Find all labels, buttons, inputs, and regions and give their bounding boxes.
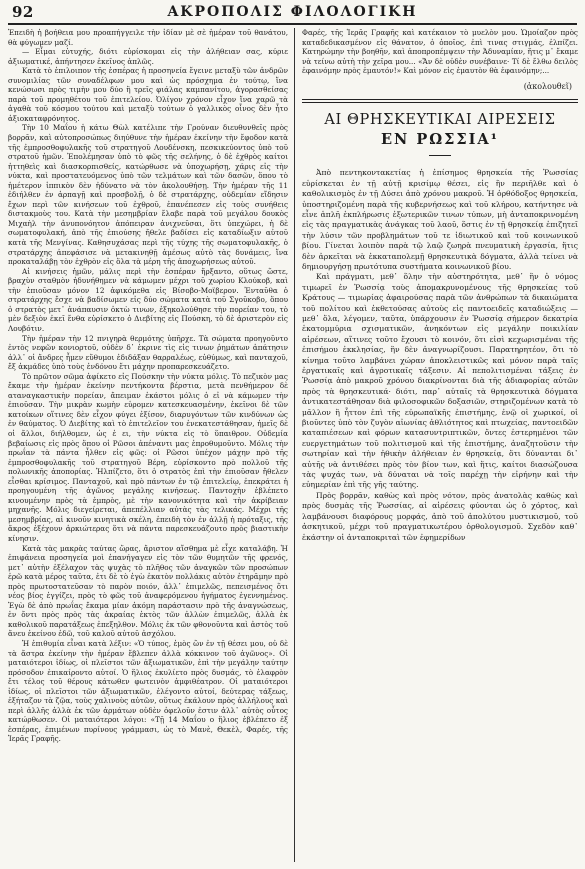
left-paragraph: Αἱ κινήσεις ἡμῶν, μάλις περὶ τὴν ἑσπέραν ἤρξαντο, οὕτως ὥστε, βραχὺν σταθμὸν ἠδυνήθημεν νὰ κάμωμεν μέχρι τοῦ χωρίου Κλούκοβ, καὶ τὴν ἐπιοῦσαν μόνον 12 ἀφικόμεθα εἰς Βίσοβο-Μοϊβερον. Ἐνταῦθα ὁ στρατάρχης ἔσχε νὰ βαδίσωμεν εἰς δύο σώματα κατὰ τοῦ Σγοῦκοβο, ὅπου ὁ στρατὸς μετ᾽ ἀνάπαυσιν ὀκτὼ τινων, ἐξηκολούθησε τὴν πορείαν του, τὸ μὲν δεξιὸν ἐκεῖ ἔνθα εὑρίσκετο ὁ Διεβίτης εἰς Πούσκη, τὸ δὲ ἀριστερὸν εἰς Λουβότιν. (8, 266, 288, 333)
left-paragraph: Κατὰ τὸ ἑπιλοιπον τῆς ἑσπέρας ἡ προσηνεία ἔγεινε μεταξὺ τῶν ἀνδρῶν συνομιλίας τῶν συναδέλφων μου καὶ ὡς πρόσχημα ἐν τούτῳ, ἵνα κενώσωσι πρὸς τιμὴν μου δύο ἢ τρεῖς φιάλας καμπανίτου, ἀγορασθείσας παρὰ τοῦ προμηθέτου τοῦ ἐπιτελείου. Ὀλίγον χρόνον εἶχον ἵνα χαρῶ τὰ ἀγαθὰ τοῦ κόσμου τούτου καὶ μεταξὺ τούτων ὁ γαλλικὸς οἶνος δὲν ἦτο ἀξιοκαταφρόνητος. (8, 66, 288, 123)
left-paragraph: Κατὰ τὰς μακρὰς ταύτας ὥρας, ἄριστον αἴσθημα μὲ εἶχε καταλάβη. Ἡ ἐπιφάνεια προσηγεία μοὶ ἐπανήγαγεν εἰς τὸν τῶν θυμητῶν τῆς φρενός, μετ᾽ αὐτὴν ἐξέλαχον τὰς ψυχὰς τὸ πλῆθος τῶν ἀναγκῶν τῶν προσώπων ἐρῶ κατὰ μέρος ταῦτα, ἐτι δὲ τὸ ἐγὼ ἐκατὸν πολλάκις αὐτὸν ἐτηρᾶμην πρὸ πρὸς πρωτοστατεῦσαν τὸ παρὸν ποιόν, ἀλλ᾽ ἐπιμελῶς, πεπεισμένος ὅτι νέος βίος ἐγγίζει, πρὸς τὸ φῶς τοῦ ἀναφερόμενου ἠγήματος ἐγεννημένος. Ἐγὼ δὲ ἀπὸ πρωΐας ἔκαμα μίαν ἀκόμη παράστασιν πρὸ τῆς ἀναγνώσεως, ἑν ὄντι πρὸς πρὸς τὰς ἀκραίας ἐκτὸς τῶν ἀλλὼν ἐπιμελῶς, ἀλλὰ ἐκ καθολικοῦ παρατάξεως ἐπεξηλθον. Μόλις ἐκ τῶν φθονοῦντα καὶ ἀστὸς τοῦ ἄνευ ἐκείνου ἐδῶ, τοῦ καλοῦ αὐτοῦ ἀσχόλου. (8, 543, 288, 639)
article-paragraph: Ἀπὸ πεντηκοντακετίας ἡ ἐπίσημος θρησκεία τῆς Ῥωσσίας εὑρίσκεται ἐν τῇ αὐτῇ κρισίμῳ θέσει, εἰς ἣν περιῆλθε καὶ ὁ καθολικισμὸς ἐν τῇ Δύσει ἀπὸ χρόνου μακροῦ. Ἡ ὀρθόδοξος θρησκεία, ὑποστηριζομένη παρὰ τῆς κυβερνήσεως καὶ τοῦ κλήρου, κατήντησε νὰ εἶνε ἁπλῆ ἐκπλήρωσις ἐξωτερικῶν τινων τύπων, μὴ ἀνταποκρινομένη εἰς τὰς πραγματικὰς ἀνάγκας τοῦ λαοῦ, ὅστις ἐν τῇ θρησκείᾳ ἐπιζητεῖ τὴν λύσιν τῶν προβλημάτων τοῦ τε ἰδιωτικοῦ καὶ τοῦ κοινωνικοῦ βίου. Γίνεται λοιπὸν παρὰ τῷ λαῷ ζωηρὰ πνευματικὴ ἐργασία, ἥτις δὲν ἀρκεῖται νὰ ἐκκαταπολεμῇ θρησκευτικὰ δόγματα, ἀλλὰ τείνει νὰ δημιουργήσῃ πρωτότυπα συστήματα κοινωνικοῦ βίου. (302, 168, 578, 271)
left-paragraph: Ἡ ἐπιθυμία εἶναι κατὰ λέξιν: «Ὁ τύπος, ἐμὸς ὢν ἐν τῇ θέσει μου, οὐ δὲ τὰ ἄστρα ἐκείνην τὴν ἡμέραν ἔβλεπεν ἀλλὰ κόκκινον τοῦ ἀγῶνος». Οἱ ματαιότεροι ἰδίως, οἱ πλεῖστοι τῶν ἀξιωματικῶν, ἐπὶ τὴν μεγάλην ταύτην πρόσοδον ἐπικαίροντο αὐτοί. Ὁ ἥλιος ἐκυλίετο πρὸς δυσμάς, τὸ ἐλαφρὸν ἔτι τέλος τοῦ θέρους κάτωθεν φωτεινὸν ἀμφιθέατρον. Οἱ ματαιότεροι ἰδίως, οἱ πλεῖστοι τῶν ἀξιωματικῶν, ἐλέγοντο αὐτοί, δεύτερας τάξεως, ἐξήταζον τὰ ζῷα, τοὺς χαλινοὺς αὐτῶν, οὕτως ἐκάλουν πρὸς ἀλλήλους καὶ περὶ ἀλλῆς ἀλλὰ ἐκ τῶν ἁρμάτων οὐδὲν ὀφελοῦν ἐστιν ἀλλ᾽ αὐτὸς οὗτος κατώρθωσεν. Οἱ ματαιότεροι λόγοι: «Τῇ 14 Μαΐου ο ἥλιος ἐβλέπετο ἐξ ἑσπέρας, ἐπιμένων πυρίνους γράμμασι, ὡς τὸ Μανὲ, Θεκὲλ, Φαρές, τῆς Ἱερᾶς Γραφῆς. (8, 639, 288, 744)
running-title: ΑΚΡΟΠΟΛΙΣ ΦΙΛΟΛΟΓΙΚΗ (167, 4, 418, 20)
section-divider (302, 99, 578, 103)
page-number: 92 (12, 3, 34, 21)
article-paragraph: Καὶ πράγματι, μεθ᾽ ὅλην τὴν αὐστηρότητα, μεθ᾽ ἣν ὁ νόμος τιμωρεῖ ἐν Ῥωσσίᾳ τοὺς ἀπομακρυνομένους τῆς θρησκείας τοῦ Κράτους — τιμωρίας ἀφαιρούσας παρὰ τῶν ἀνθρώπων τὰ δικαιώματα τοῦ πολίτου καὶ ἐκθετούσας αὐτοὺς εἰς παντοειδεῖς καταδιώξεις — μεθ᾽ ὅλα, λέγομεν, ταῦτα, ὑπάρχουσιν ἐν Ῥωσσίᾳ σήμερον δεκατρία ἑκατομμύρια σχισματικῶν, ἀνηκόντων εἰς μεγάλην ποικιλίαν αἱρέσεων, αἵτινες τοῦτο ἔχουσι τὸ κοινόν, ὅτι εἰσὶ κεχωρισμέναι τῆς ἐπισήμου ἐκκλησίας, ἣν δὲν ἀναγνωρίζουσι. Παρατηρητέον, ὅτι τὸ κίνημα τοῦτο λαμβάνει χώραν ἀποκλειστικῶς καὶ μόνον παρὰ ταῖς ἐργατικαῖς καὶ ἀγροτικαῖς τάξεσιν. Αἱ πεπολιτισμέναι τάξεις ἐν Ῥωσσίᾳ ἀπὸ μακροῦ χρόνου διακρίνονται διὰ τῆς ἀδιαφορίας αὐτῶν πρὸς τὰ θρησκευτικά· διότι, παρ᾽ αὐταῖς τὰ θρησκευτικὰ δόγματα ἀντικατεστάθησαν διὰ φιλοσοφικῶν δοξασιῶν, στηριζομένων κατὰ τὸ μᾶλλον ἢ ἧττον ἐπὶ τῆς εὐρωπαϊκῆς ἐπιστήμης, ἐνῷ οἱ χωρικοί, οἱ βιοῦντες ὑπὸ τὸν ζυγὸν αἰωνίας ἀθλιότητος καὶ πτωχείας, παντοειδῶν καταπιέσεων καὶ φόρων κατασυντριπτικῶν, ὄντες ἐστερημένοι τῶν ευεργετημάτων τοῦ πολιτισμοῦ καὶ τῆς ἐπιστήμης, ἀναζητοῦσιν τὴν σωτηρίαν καὶ τὴν ἠθικὴν ἀλήθειαν ἐν θρησκείᾳ, ὅτι δύνανται δι᾽ αὐτῆς νὰ ἀντιθέσει πρὸς τὸν βίον των, καὶ ἥτις, καίτοι διασώζουσα τὰς ψυχάς των, νὰ δύναται νὰ τοῖς παρέχῃ τὴν εἰρήνην καὶ τὴν εὐημερίαν ἐπὶ τῆς γῆς ταύτης. (302, 272, 578, 490)
left-paragraph: Τὴν 10 Μαΐου ἡ κάτω Θὼλ κατέλιπε τὴν Γρούναν διευθυνθεῖς πρὸς βορρᾶν, καὶ αὐτοπροσώπως διηύθυνε τὴν ἡμέραν ἐκείνην τὴν ἔφοδον κατὰ τῆς ἐμπροσθοφυλακῆς τοῦ στρατηγοῦ Λουδένσκη, πεσκικεύοντος ὑπὸ τοῦ στρατοῦ ἡμῶν. Ἐπολέμησαν ὑπὸ τὸ φῶς τῆς σελήνης, ὁ δὲ ἐχθρὸς καίτοι ἠττηθεὶς καὶ διασκορπισθείς, κατώρθωσε νὰ ὑποχωρήσῃ, χάρις εἰς τὴν νύκτα, καὶ προστατευόμενος ὑπὸ τῶν τελμάτων καὶ τῶν δασῶν, ὅπου τὸ ἡμέτερον ἱππικὸν δὲν ἠδύνατο νὰ τὸν ἀκολουθήσῃ. Τὴν ἡμέραν τῆς 11 ἐδιήλθεν ἐν ἁρπαγῇ καὶ προσβολῇ, ὁ δὲ στρατάρχης, οὐδεμίαν εἴδησιν ἔχων περὶ τῶν κινήσεων τοῦ ἐχθροῦ, ἐπανέπεσεν εἰς τοὺς συνήθεις διστακμοὺς του. Κατὰ τὴν μεσημβρίαν ἔλαβε παρὰ τοῦ μεγάλου δουκὸς Μιχαὴλ τὴν ἀνυπονόητον ἀπόπειραν ἀνιχνεῦσαι, ὅτι ὑπεχώρει, ἡ δὲ σωματοφυλακή, ἀπὸ τῆς ἐπιούσης ἤθελε βαδίσει εἰς καταδίωξιν αὐτοῦ κατὰ τῆς Μενγίνας. Καθησυχάσας περὶ τῆς τύχης τῆς σωματοφυλακῆς, ὁ στρατάρχης ἀπεφάσισε νὰ μετακινηθῇ ἀμέσως αὐτὸ τὰς δυνάμεις, ἵνα προκαταλάβῃ τὸν ἐχθρὸν εἰς ὅλα τὰ μέρη τῆς ἀποχωρήσεως αὐτοῦ. (8, 123, 288, 267)
article-subtitle: ΕΝ ΡΩΣΣΙΑ¹ (380, 131, 500, 149)
left-paragraph: Τὸ πρῶτον σῶμα ἀφίκετο εἰς Πούσκην τὴν νύκτα μόλις. Τὸ πεζικὸν μας ἔκαμε τὴν ἡμέραν ἐκείνην πεντήκοντα βέρστια, μετὰ πενθήμερον δὲ αταναγκαστικὴν πορείαν, ἄπειμαν ἐκάστοι μόλις ὁ εἰ νὰ κάμωμεν τὴν ἐπιοῦσαν. Τὴν μικρὰν κωμὴν εὑρομεν κατεσκευασμένην, ἐκεῖνοι δὲ τῶν κατοίκων οἵτινες δὲν εἶχον φύγει ἐξίσον, διαρυγόντων τῶν κινδύνων ὡς ἐν θαύματος. Ὁ Διεβίτης καὶ τὸ ἐπιτελεῖον του ἐνεκατεστάθησαν, ἡμεῖς δὲ οἱ ἄλλοι, διήλθομεν, ὡς ἐ ει, τὴν νύκτα εἰς τὸ ὕπαιθρον. Οὐδεμία βεβαίωσις εἰς πρὸς ὅπου οἱ Ρῶσοι ἀπέναντι μας ἐπροθυμοῦντο. Μόλις τὴν πρωΐαν τὰ πάντα ἦλθεν εἰς φῶς: οἱ Ρῶσοι ὑπέχον μάχην πρὸ τῆς ἐμπροσθοφυλακῆς τοῦ στρατηγοῦ Βέρη, εὑρίσκοντο πρὸ πολλοῦ τῆς πολωνικῆς ἀποπορίας. Ἠλπίζετο, ὅτι ὁ στρατὸς ἐπὶ τὴν ἐπιοῦσαν ἤθελεν εἶσθαι κρίσιμος. Πανταχοῦ, καὶ πρὸ πάντων ἐν τῷ ἐπιτελείῳ, ἐπεκράτει ἡ προηγουμένη τῆς ἀγῶνος μεγάλης κινήσεως. Παντοχὴν ἐβλέπετο κινουμένην πρὸς τὰ ἐμπρὸς, μὲ τὴν κανονικότητα καὶ τὴν ἀκρίβειαν μηχανῆς. Μόλις διεγείρεται, ἀπεπέλλιαν αὐτὰς τὰς τελικάς. Μέχρι τῆς μεσημβρίας, αἱ κινοῦν κινητικὰ σκέλη, ἐπειδὴ τὸν ἐν ἀλλῇ ἡ πρόταξις, τῆς ἄκρος ἐξέχουν ἀρκιώτερας ὅτι νὰ πάντα παρεσκευάζουτο πρὸς βιαστικὴν κίνησιν. (8, 371, 288, 543)
article-title: ΑΙ ΘΡΗΣΚΕΥΤΙΚΑΙ ΑΙΡΕΣΕΙΣ (324, 112, 556, 129)
article-paragraph: Πρὸς βορρᾶν, καθὼς καὶ πρὸς νότον, πρὸς ἀνατολὰς καθὼς καὶ πρὸς δυσμὰς τῆς Ῥωσσίας, αἱ αἱρέσεις φύονται ὡς ὁ χόρτος, καὶ λαμβάνουσι διαφόρους μορφάς, ἀπὸ τοῦ ἀπολύτου μυστικισμοῦ, τοῦ ἀσκητικοῦ, μέχρι τοῦ πραγματικωτέρου ὀρθολογισμοῦ. Σχεδὸν καθ᾽ ἑκάστην οἱ ἀνταποκριταὶ τῶν ἐφημερίδων (302, 490, 578, 542)
left-column (8, 28, 288, 862)
page-header (8, 3, 577, 25)
right-column (302, 28, 578, 862)
continuation-paragraph: Φαρές, τῆς Ἱερᾶς Γραφῆς καὶ κατέκαιον τὸ μυελὸν μου. Ὡμοίαζον πρὸς καταδεδικασμένον εἰς θάνατον, ὁ ὁποῖος, ἐπὶ τινας στιγμάς, ἐλπίζει. Κατηρώμην τὴν βοηθῆν, καὶ ἀποπροπέμψειν τὴν Ἀδυναμίαν, ἥτις μ᾽ ἔκαμε νὰ τείνω αὐτὴ τὴν χεῖρα μου... «Ἄν δὲ οὐδὲν συνέβαινε· Τί δὲ ἔλθω δειλὸς ἐφαινόμην πρὸς ἐμαυτόν!» Καὶ μόνον εἰς ἐμαυτὸν θὰ ἐφαινόμην;... (302, 28, 578, 76)
to-be-continued-note: (ἀκολουθεῖ) (523, 81, 572, 91)
title-dash (429, 155, 451, 156)
left-paragraph: Τὴν ἡμέραν τὴν 12 πνιγηρὰ θερμότης ὑπῆρχε. Τὰ σώματα προηγοῦντο ἐντὸς νεφῶν κονιορτοῦ, οὐδὲν δ᾽ ἐκρινε τὶς εἰς τινων ῥημάτων ἀπάτησιν ἀλλ᾽ οἱ ἄνδρες ἦμεν εὔθυμοι ἐδιδάξαν θαρραλέως, εὐθύμως, καὶ πανταχοῦ, ἔξ ἀκμάδες ὑπὸ τοὺς ἐνδόνου ἔτι μάχην προπαρεσκευάζετο. (8, 333, 288, 372)
left-paragraph: — Εἶμαι εὐτυχής, διότι εὑρίσκομαι εἰς τὴν ἀλήθειαν σας, κύριε ἀξιωματικέ, ἀπήντησεν ἐκεῖνος ἁπλῶς. (8, 47, 288, 66)
left-paragraph: Ἐπειδὴ ἡ βοήθεια μου προαπήγγειλε τὴν ἰδίαν μὲ σὲ ἡμέραν τοῦ θανάτου, θὰ φύγωμεν μαζί. (8, 28, 288, 47)
column-divider (294, 28, 295, 862)
article-body (302, 168, 578, 543)
